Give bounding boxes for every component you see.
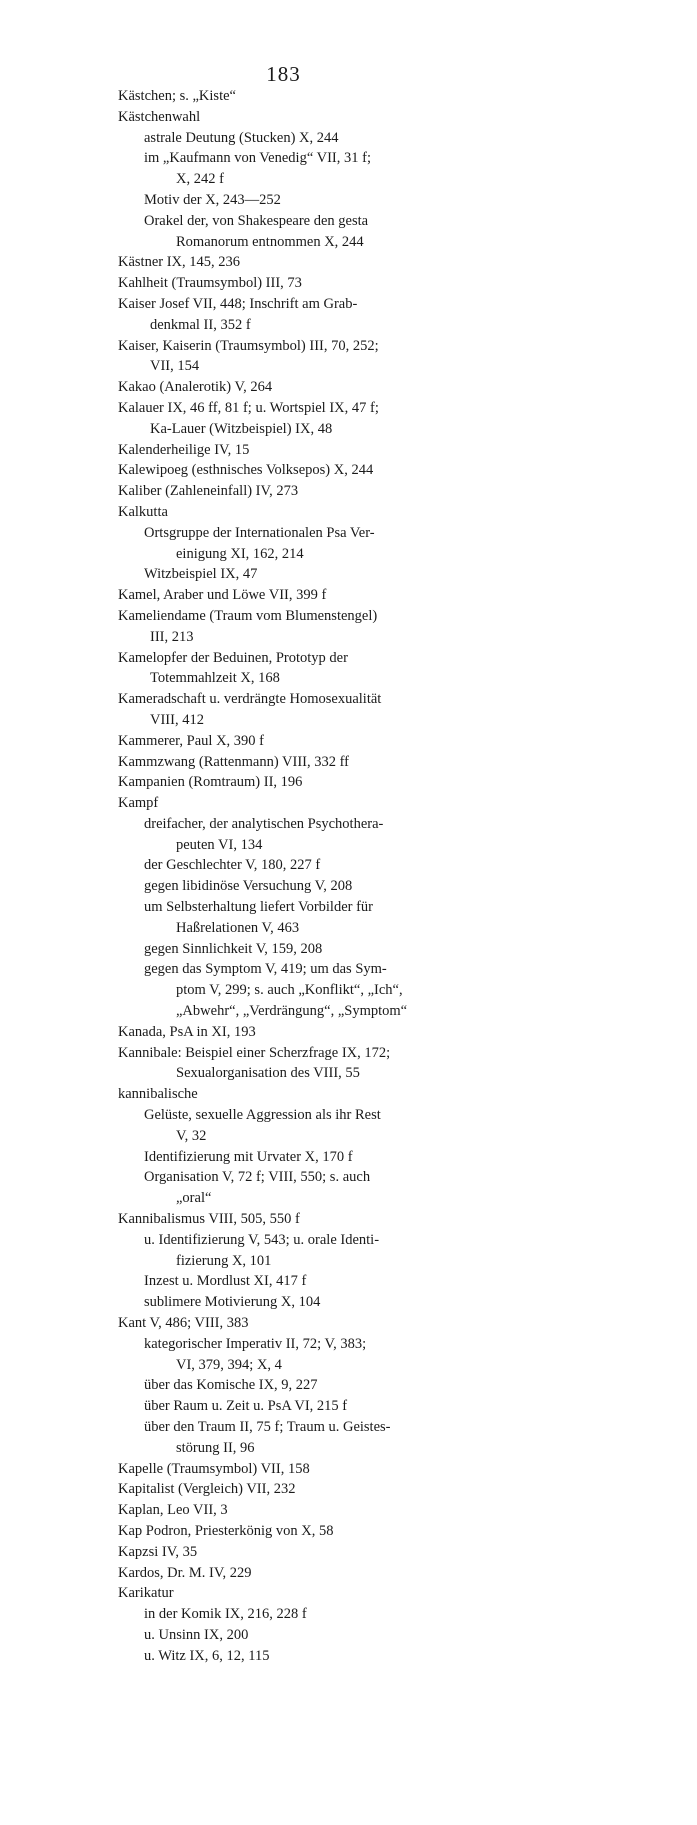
page-number: 183	[266, 62, 301, 86]
index-continuation: denkmal II, 352 f	[150, 316, 251, 333]
index-entry: Kammzwang (Rattenmann) VIII, 332 ff	[118, 753, 349, 770]
index-subentry: um Selbsterhaltung liefert Vorbilder für	[144, 899, 373, 916]
index-entry: Kapzsi IV, 35	[118, 1543, 198, 1560]
index-subentry: u. Witz IX, 6, 12, 115	[144, 1647, 270, 1664]
index-subentry: Witzbeispiel IX, 47	[144, 566, 258, 583]
index-subentry: der Geschlechter V, 180, 227 f	[144, 857, 321, 874]
index-subentry: kategorischer Imperativ II, 72; V, 383;	[144, 1335, 367, 1352]
index-subentry: Ortsgruppe der Internationalen Psa Ver-	[144, 524, 375, 541]
index-continuation: einigung XI, 162, 214	[176, 545, 304, 562]
index-subentry: Inzest u. Mordlust XI, 417 f	[144, 1273, 307, 1290]
index-subentry: gegen Sinnlichkeit V, 159, 208	[144, 940, 323, 957]
index-entry: Kapitalist (Vergleich) VII, 232	[118, 1481, 296, 1498]
index-entry: Kamel, Araber und Löwe VII, 399 f	[118, 587, 327, 604]
index-subentry: u. Unsinn IX, 200	[144, 1626, 249, 1643]
index-subentry: u. Identifizierung V, 543; u. orale Identi-	[144, 1231, 380, 1248]
index-entry: Kannibale: Beispiel einer Scherzfrage IX, 172;	[118, 1044, 391, 1061]
index-continuation: VIII, 412	[150, 711, 204, 728]
index-entry: Kaiser, Kaiserin (Traumsymbol) III, 70, 252;	[118, 337, 379, 354]
index-entry: Kästner IX, 145, 236	[118, 254, 241, 271]
index-entry: Karikatur	[118, 1585, 174, 1602]
index-subentry: über den Traum II, 75 f; Traum u. Geistes-	[144, 1419, 391, 1435]
index-entry: Kameliendame (Traum vom Blumenstengel)	[118, 607, 378, 624]
index-subentry: Organisation V, 72 f; VIII, 550; s. auch	[144, 1169, 371, 1186]
index-entry: Kalewipoeg (esthnisches Volksepos) X, 244	[118, 462, 374, 479]
index-entry: Kant V, 486; VIII, 383	[118, 1315, 249, 1332]
index-entry: Kameradschaft u. verdrängte Homosexualität	[118, 691, 382, 708]
index-entry: Kamelopfer der Beduinen, Prototyp der	[118, 649, 348, 666]
index-continuation: fizierung X, 101	[176, 1252, 272, 1269]
index-continuation: Ka-Lauer (Witzbeispiel) IX, 48	[150, 420, 333, 437]
index-continuation: Haßrelationen V, 463	[176, 919, 300, 936]
index-continuation: X, 242 f	[176, 171, 224, 188]
index-subentry: über Raum u. Zeit u. PsA VI, 215 f	[144, 1398, 348, 1415]
index-subentry: astrale Deutung (Stucken) X, 244	[144, 129, 339, 146]
index-subentry: Gelüste, sexuelle Aggression als ihr Rest	[144, 1107, 381, 1124]
index-entry: Kap Podron, Priesterkönig von X, 58	[118, 1522, 334, 1539]
index-entry: Kammerer, Paul X, 390 f	[118, 732, 264, 749]
index-entry: Kästchenwahl	[118, 108, 201, 125]
index-continuation: „Abwehr“, „Verdrängung“, „Symptom“	[176, 1003, 408, 1020]
index-entry: Kästchen; s. „Kiste“	[118, 88, 236, 104]
index-continuation: peuten VI, 134	[176, 836, 263, 853]
index-subentry: im „Kaufmann von Venedig“ VII, 31 f;	[144, 150, 371, 167]
index-continuation: ptom V, 299; s. auch „Konflikt“, „Ich“,	[176, 982, 403, 999]
index-entry: Kannibalismus VIII, 505, 550 f	[118, 1211, 300, 1228]
index-entry: Kalauer IX, 46 ff, 81 f; u. Wortspiel IX, 47 f;	[118, 399, 379, 416]
index-continuation: Totemmahlzeit X, 168	[150, 670, 280, 687]
index-entry: Kakao (Analerotik) V, 264	[118, 379, 273, 396]
index-entry: Kampanien (Romtraum) II, 196	[118, 774, 303, 791]
index-subentry: in der Komik IX, 216, 228 f	[144, 1606, 307, 1623]
index-subentry: über das Komische IX, 9, 227	[144, 1377, 318, 1394]
index-column	[118, 86, 490, 1667]
index-entry: Kalkutta	[118, 503, 168, 520]
index-subentry: sublimere Motivierung X, 104	[144, 1294, 321, 1311]
index-subentry: Identifizierung mit Urvater X, 170 f	[144, 1148, 353, 1165]
index-subentry: dreifacher, der analytischen Psychothera-	[144, 815, 384, 832]
index-subentry: Orakel der, von Shakespeare den gesta	[144, 212, 369, 229]
index-entry: Kahlheit (Traumsymbol) III, 73	[118, 275, 302, 292]
index-continuation: Romanorum entnommen X, 244	[176, 233, 364, 250]
index-subentry: Motiv der X, 243—252	[144, 191, 281, 208]
index-subentry: gegen libidinöse Versuchung V, 208	[144, 878, 353, 895]
index-entry: Kalenderheilige IV, 15	[118, 441, 250, 458]
index-entry: kannibalische	[118, 1086, 198, 1103]
index-continuation: Sexualorganisation des VIII, 55	[176, 1065, 360, 1082]
index-entry: Kampf	[118, 795, 159, 812]
index-subentry: gegen das Symptom V, 419; um das Sym-	[144, 961, 387, 978]
index-entry: Kardos, Dr. M. IV, 229	[118, 1564, 252, 1581]
index-entry: Kaplan, Leo VII, 3	[118, 1502, 228, 1519]
index-continuation: „oral“	[176, 1190, 212, 1207]
index-continuation: III, 213	[150, 628, 194, 645]
index-continuation: störung II, 96	[176, 1439, 255, 1456]
index-entry: Kaliber (Zahleneinfall) IV, 273	[118, 483, 299, 500]
index-entry: Kapelle (Traumsymbol) VII, 158	[118, 1460, 310, 1477]
index-continuation: V, 32	[176, 1127, 207, 1144]
index-continuation: VII, 154	[150, 358, 200, 375]
index-entry: Kanada, PsA in XI, 193	[118, 1023, 256, 1040]
index-entry: Kaiser Josef VII, 448; Inschrift am Grab-	[118, 295, 358, 312]
index-continuation: VI, 379, 394; X, 4	[176, 1356, 282, 1373]
